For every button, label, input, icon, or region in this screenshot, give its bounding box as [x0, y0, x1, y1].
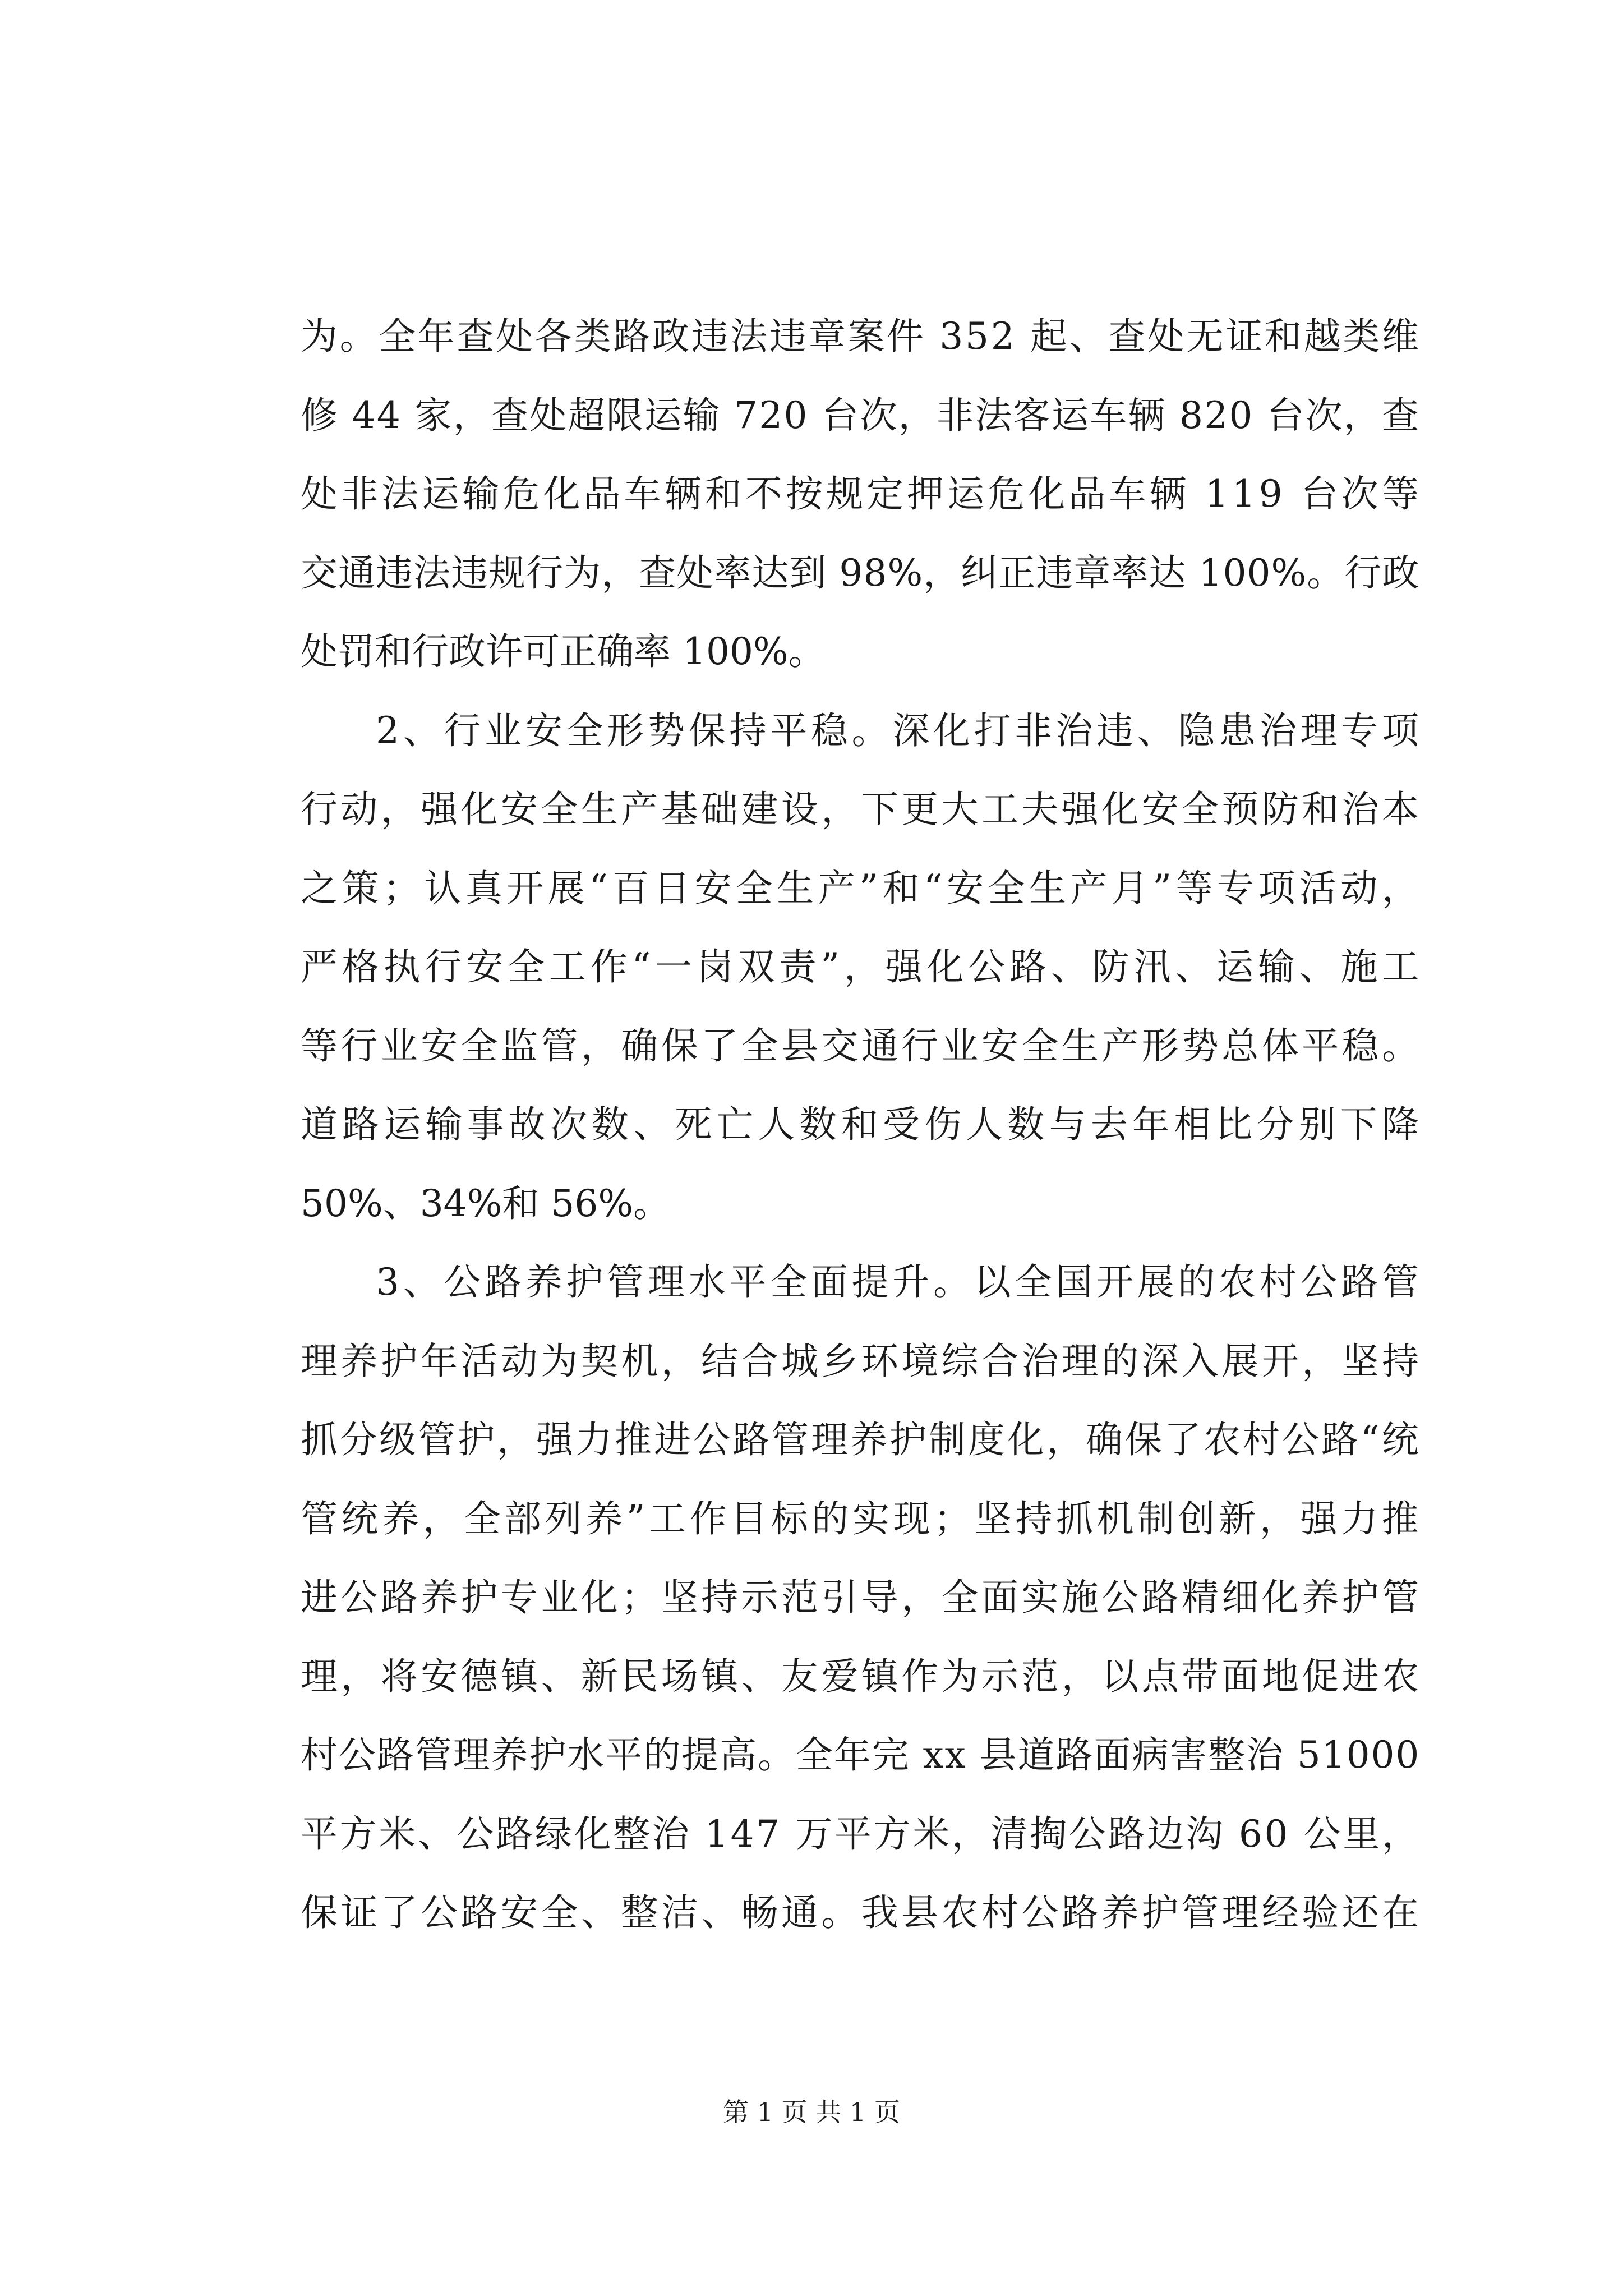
text-line: [301, 455, 1423, 534]
text-line-content: 行动，强化安全生产基础建设，下更大工夫强化安全预防和治本: [301, 788, 1422, 831]
text-line: [301, 613, 1419, 692]
text-line: [301, 1637, 1422, 1717]
text-line: [301, 297, 1419, 376]
text-line: [301, 1795, 1419, 1874]
text-line: [301, 1007, 1422, 1086]
body-text: [301, 297, 1424, 1953]
text-line-content: 50%、34%和 56%。: [301, 1181, 671, 1225]
text-line: [301, 1716, 1419, 1795]
page-footer: 第 1 页 共 1 页: [723, 2097, 900, 2127]
text-line-content: 处非法运输危化品车辆和不按规定押运危化品车辆 119 台次等: [301, 472, 1423, 516]
text-line-content: 为。全年查处各类路政违法违章案件 352 起、查处无证和越类维: [301, 315, 1421, 358]
text-line-content: 2、行业安全形势保持平稳。深化打非治违、隐患治理专项: [376, 708, 1423, 752]
text-line: [301, 1480, 1423, 1559]
text-line: [301, 1558, 1422, 1637]
text-line: [301, 849, 1423, 928]
text-line: [301, 770, 1422, 849]
text-line-content: 平方米、公路绿化整治 147 万平方米，清掏公路边沟 60 公里，: [301, 1812, 1421, 1856]
paragraph-first-line: [301, 692, 1423, 771]
text-line: [301, 1165, 1419, 1244]
text-line-content: 交通违法违规行为，查处率达到 98%，纠正违章率达 100%。行政: [301, 551, 1420, 595]
text-line: [301, 534, 1419, 613]
text-line-content: 之策；认真开展“百日安全生产”和“安全生产月”等专项活动，: [301, 866, 1423, 910]
text-line-content: 修 44 家，查处超限运输 720 台次，非法客运车辆 820 台次，查: [301, 393, 1421, 437]
text-line-content: 抓分级管护，强力推进公路管理养护制度化，确保了农村公路“统: [301, 1418, 1421, 1461]
text-line: [301, 376, 1419, 455]
text-line-content: 理养护年活动为契机，结合城乡环境综合治理的深入展开，坚持: [301, 1339, 1422, 1383]
text-line: [301, 1085, 1424, 1165]
text-line-content: 理，将安德镇、新民场镇、友爱镇作为示范，以点带面地促进农: [301, 1654, 1422, 1698]
text-line-content: 严格执行安全工作“一岗双责”，强化公路、防汛、运输、施工: [301, 945, 1424, 988]
text-line-content: 道路运输事故次数、死亡人数和受伤人数与去年相比分别下降: [301, 1103, 1424, 1146]
text-line: [301, 1401, 1419, 1480]
text-line-content: 保证了公路安全、整洁、畅通。我县农村公路养护管理经验还在: [301, 1891, 1422, 1934]
text-line-content: 村公路管理养护水平的提高。全年完 xx 县道路面病害整治 51000: [301, 1733, 1421, 1777]
text-line-content: 进公路养护专业化；坚持示范引导，全面实施公路精细化养护管: [301, 1576, 1422, 1619]
text-line-content: 3、公路养护管理水平全面提升。以全国开展的农村公路管: [376, 1260, 1423, 1304]
text-line: [301, 1322, 1422, 1401]
text-line: [301, 1874, 1422, 1953]
text-line-content: 处罚和行政许可正确率 100%。: [301, 630, 826, 673]
text-line: [301, 928, 1424, 1007]
text-line-content: 等行业安全监管，确保了全县交通行业安全生产形势总体平稳。: [301, 1024, 1422, 1068]
paragraph-first-line: [301, 1243, 1423, 1322]
text-line-content: 管统养，全部列养”工作目标的实现；坚持抓机制创新，强力推: [301, 1497, 1423, 1540]
